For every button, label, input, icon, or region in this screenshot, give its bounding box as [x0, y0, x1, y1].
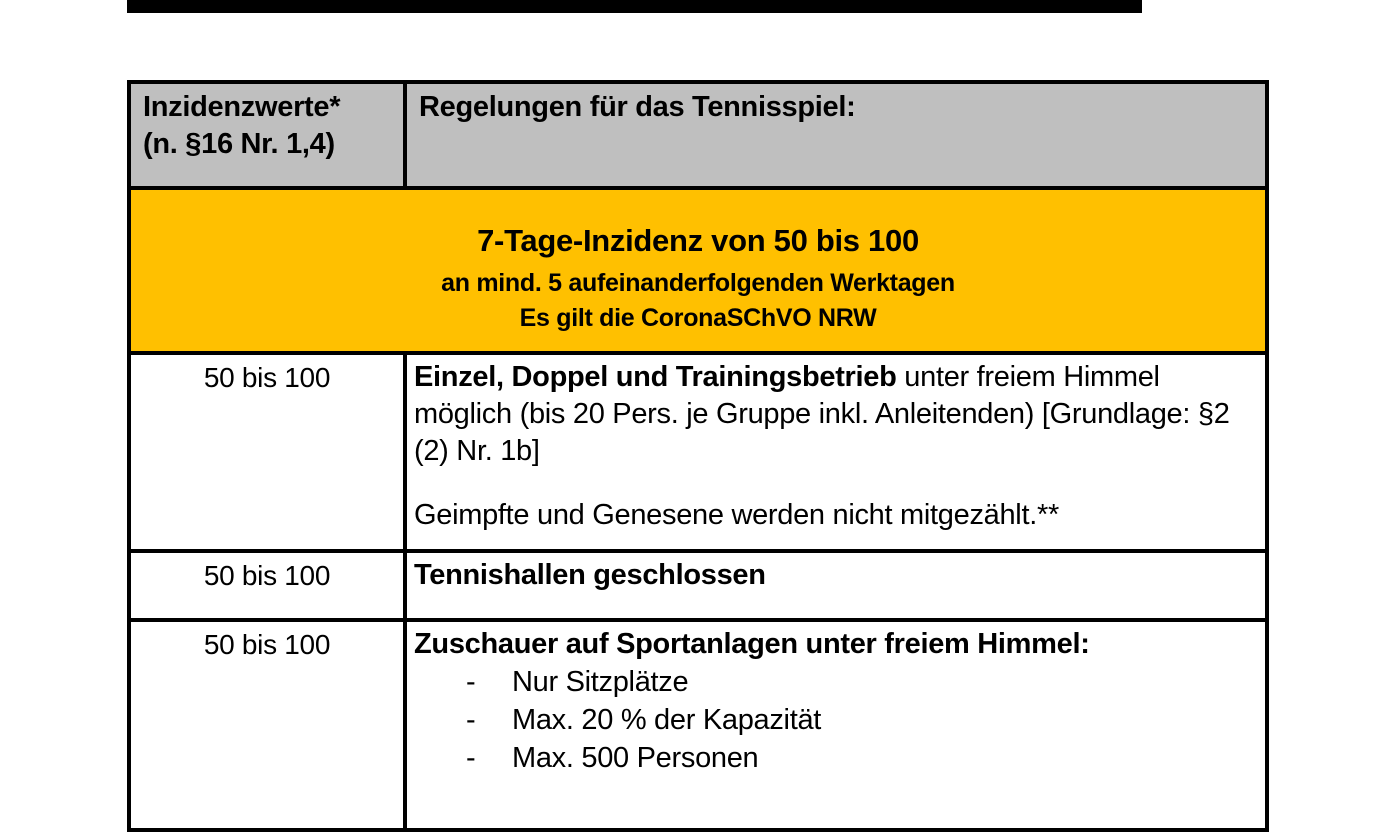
header-incidence-subtitle: (n. §16 Nr. 1,4)	[143, 128, 335, 160]
header-cell-rules	[405, 82, 1267, 188]
table-row	[129, 353, 1267, 551]
rule-bold-text: Zuschauer auf Sportanlagen unter freiem Himmel:	[414, 628, 1090, 660]
cropped-previous-table-edge	[127, 0, 1142, 13]
bullet-text: Max. 20 % der Kapazität	[512, 704, 822, 736]
tennis-rules-table	[127, 80, 1269, 832]
bullet-text: Max. 500 Personen	[512, 742, 759, 774]
rule-paragraph	[414, 557, 1257, 594]
incidence-banner-row	[129, 188, 1267, 353]
bullet-dash-marker: -	[466, 742, 476, 774]
banner-title: 7-Tage-Inzidenz von 50 bis 100	[477, 223, 919, 258]
header-rules-title: Regelungen für das Tennisspiel:	[419, 91, 856, 123]
rule-note: Geimpfte und Genesene werden nicht mitgezählt.**	[414, 499, 1059, 531]
rule-bold-text: Einzel, Doppel und Trainingsbetrieb	[414, 361, 897, 393]
table-row	[129, 551, 1267, 620]
table-row	[129, 620, 1267, 830]
rule-regular-text: unter freiem Himmel möglich (bis 20 Pers. je Gruppe inkl. Anleitenden) [Grundlage: §2 (2) Nr. 1b]	[414, 361, 1230, 467]
incidence-value-cell: 50 bis 100	[129, 551, 405, 620]
incidence-value-cell: 50 bis 100	[129, 620, 405, 830]
incidence-value-cell: 50 bis 100	[129, 353, 405, 551]
bullet-item	[414, 701, 1257, 739]
bullet-dash-marker: -	[466, 666, 476, 698]
rule-paragraph	[414, 359, 1257, 470]
header-incidence-title: Inzidenzwerte*	[143, 91, 341, 123]
table-header-row	[129, 82, 1267, 188]
rule-cell	[405, 551, 1267, 620]
header-cell-incidence	[129, 82, 405, 188]
rule-cell	[405, 620, 1267, 830]
banner-subtitle-2: Es gilt die CoronaSChVO NRW	[519, 304, 877, 332]
rule-cell	[405, 353, 1267, 551]
bullet-item	[414, 663, 1257, 701]
bullet-dash-marker: -	[466, 704, 476, 736]
bullet-item	[414, 739, 1257, 777]
incidence-banner-cell	[129, 188, 1267, 353]
bullet-text: Nur Sitzplätze	[512, 666, 689, 698]
banner-subtitle-1: an mind. 5 aufeinanderfolgenden Werktagen	[441, 269, 955, 297]
rule-paragraph	[414, 626, 1257, 663]
rule-bold-text: Tennishallen geschlossen	[414, 559, 766, 591]
